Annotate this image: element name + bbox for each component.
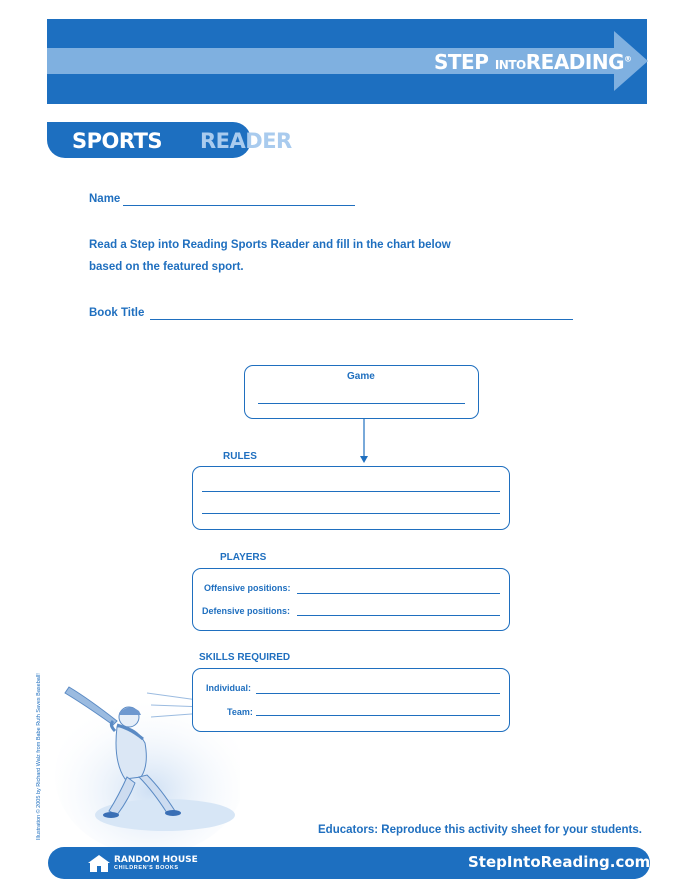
players-box [192, 568, 510, 631]
illustration-credit: Illustration © 2005 by Richard Walz from Babe Ruth Saves Baseball! [36, 673, 42, 840]
house-icon [86, 853, 112, 873]
educators-note: Educators: Reproduce this activity sheet for your students. [318, 824, 642, 836]
team-label: Team: [227, 707, 253, 717]
rules-line-2[interactable] [202, 513, 500, 514]
book-title-field-line[interactable] [150, 319, 573, 320]
instructions-line-2: based on the featured sport. [89, 261, 244, 273]
skills-required-box [192, 668, 510, 732]
players-label: PLAYERS [220, 552, 267, 563]
name-label: Name [89, 193, 121, 205]
offensive-positions-label: Offensive positions: [204, 583, 291, 593]
rules-line-1[interactable] [202, 491, 500, 492]
down-arrow-icon [356, 418, 372, 464]
name-field-line[interactable] [123, 205, 355, 206]
game-field-line[interactable] [258, 403, 465, 404]
book-title-label: Book Title [89, 307, 145, 319]
section-title-word2: READER [200, 129, 292, 153]
section-title-word1: SPORTS [72, 129, 163, 153]
defensive-positions-line[interactable] [297, 615, 500, 616]
instructions-line-1: Read a Step into Reading Sports Reader and fill in the chart below [89, 239, 451, 251]
individual-label: Individual: [206, 683, 251, 693]
offensive-positions-line[interactable] [297, 593, 500, 594]
publisher-subtitle: CHILDREN'S BOOKS [114, 865, 179, 871]
logo-step: STEP [434, 50, 489, 74]
game-label: Game [347, 371, 375, 382]
skills-required-label: SKILLS REQUIRED [199, 652, 291, 663]
logo-reading: READING [525, 50, 624, 74]
individual-skills-line[interactable] [256, 693, 500, 694]
logo-registered-mark: ® [624, 54, 632, 64]
rules-label: RULES [223, 451, 257, 462]
rules-box [192, 466, 510, 530]
game-box [244, 365, 479, 419]
defensive-positions-label: Defensive positions: [202, 606, 291, 616]
step-into-reading-logo [434, 50, 632, 74]
team-skills-line[interactable] [256, 715, 500, 716]
section-title-pill [47, 122, 292, 158]
website-link[interactable]: StepIntoReading.com [468, 853, 651, 871]
publisher-name: RANDOM HOUSE [114, 855, 198, 865]
logo-into: INTO [494, 58, 526, 72]
